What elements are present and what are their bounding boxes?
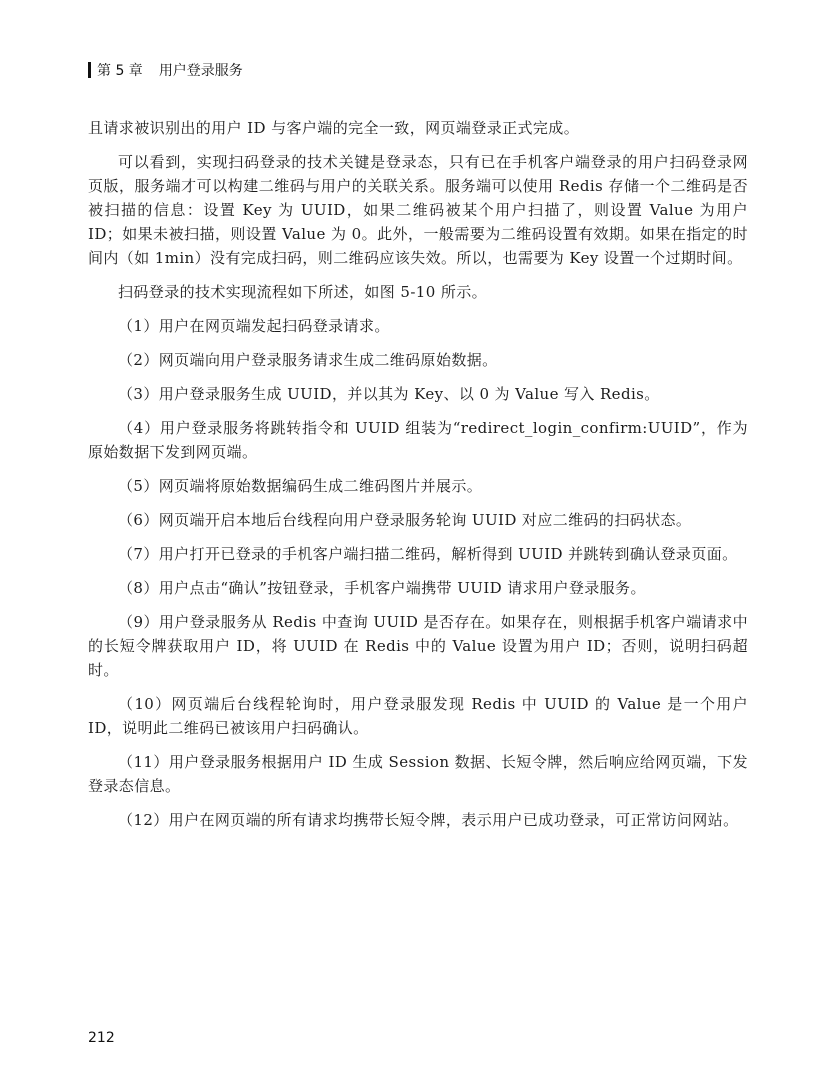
list-item: （1）用户在网页端发起扫码登录请求。 [118, 317, 390, 335]
list-item: （10）网页端后台线程轮询时，用户登录服发现 Redis 中 UUID 的 Value 是一个用户 ID，说明此二维码已被该用户扫码确认。 [88, 695, 748, 737]
chapter-title: 用户登录服务 [158, 63, 243, 79]
list-item: （7）用户打开已登录的手机客户端扫描二维码，解析得到 UUID 并跳转到确认登录页面。 [118, 545, 738, 563]
list-item: （11）用户登录服务根据用户 ID 生成 Session 数据、长短令牌，然后响应给网页端，下发登录态信息。 [88, 753, 748, 795]
page-number: 212 [88, 1030, 115, 1046]
paragraph: 可以看到，实现扫码登录的技术关键是登录态，只有已在手机客户端登录的用户扫码登录网页版，服务端才可以构建二维码与用户的关联关系。服务端可以使用 Redis 存储一个二维码是否被扫描的信息：设置 Key 为 UUID，如果二维码被某个用户扫描了，则设置 Value 为用户 ID；如果未被扫描，则设置 Value 为 0。此外，一般需要为二维码设置有效期。如果在指定的时间内（如 1min）没有完成扫码，则二维码应该失效。所以，也需要为 Key 设置一个过期时间。 [88, 153, 748, 267]
list-item: （5）网页端将原始数据编码生成二维码图片并展示。 [118, 477, 483, 495]
body-text [88, 116, 748, 832]
list-item: （3）用户登录服务生成 UUID，并以其为 Key、以 0 为 Value 写入 Redis。 [118, 385, 660, 403]
running-header [88, 60, 243, 80]
list-item: （6）网页端开启本地后台线程向用户登录服务轮询 UUID 对应二维码的扫码状态。 [118, 511, 692, 529]
list-item: （8）用户点击“确认”按钮登录，手机客户端携带 UUID 请求用户登录服务。 [118, 579, 646, 597]
list-item: （4）用户登录服务将跳转指令和 UUID 组装为“redirect_login_confirm:UUID”，作为原始数据下发到网页端。 [88, 419, 748, 461]
list-item: （12）用户在网页端的所有请求均携带长短令牌，表示用户已成功登录，可正常访问网站。 [118, 811, 739, 829]
chapter-label: 第 5 章 [97, 63, 143, 79]
paragraph: 且请求被识别出的用户 ID 与客户端的完全一致，网页端登录正式完成。 [88, 119, 580, 137]
list-item: （9）用户登录服务从 Redis 中查询 UUID 是否存在。如果存在，则根据手机客户端请求中的长短令牌获取用户 ID，将 UUID 在 Redis 中的 Value 设置为用户 ID；否则，说明扫码超时。 [88, 613, 748, 679]
paragraph: 扫码登录的技术实现流程如下所述，如图 5-10 所示。 [118, 283, 488, 301]
list-item: （2）网页端向用户登录服务请求生成二维码原始数据。 [118, 351, 498, 369]
header-bar [88, 62, 91, 78]
